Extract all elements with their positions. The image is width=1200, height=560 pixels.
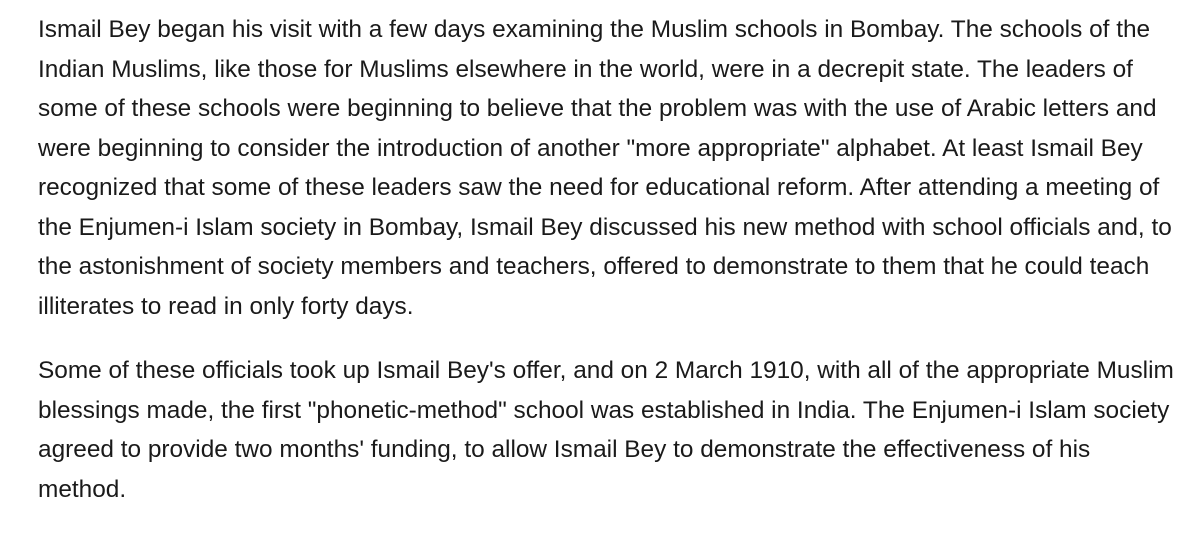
paragraph: Some of these officials took up Ismail Bey's offer, and on 2 March 1910, with all of the appropriate Muslim blessings made, the first "phonetic-method" school was established in India. The Enjumen-i Islam society agreed to provide two months' funding, to allow Ismail Bey to demonstrate the effectiveness of his method. (38, 357, 1174, 503)
paragraph: Ismail Bey began his visit with a few days examining the Muslim schools in Bombay. The schools of the Indian Muslims, like those for Muslims elsewhere in the world, were in a decrepit state. The leaders of some of these schools were beginning to believe that the problem was with the use of Arabic letters and were beginning to consider the introduction of another "more appropriate" alphabet. At least Ismail Bey recognized that some of these leaders saw the need for educational reform. After attending a meeting of the Enjumen-i Islam society in Bombay, Ismail Bey discussed his new method with school officials and, to the astonishment of society members and teachers, offered to demonstrate to them that he could teach illiterates to read in only forty days. (38, 16, 1172, 320)
document-body (38, 10, 1178, 509)
